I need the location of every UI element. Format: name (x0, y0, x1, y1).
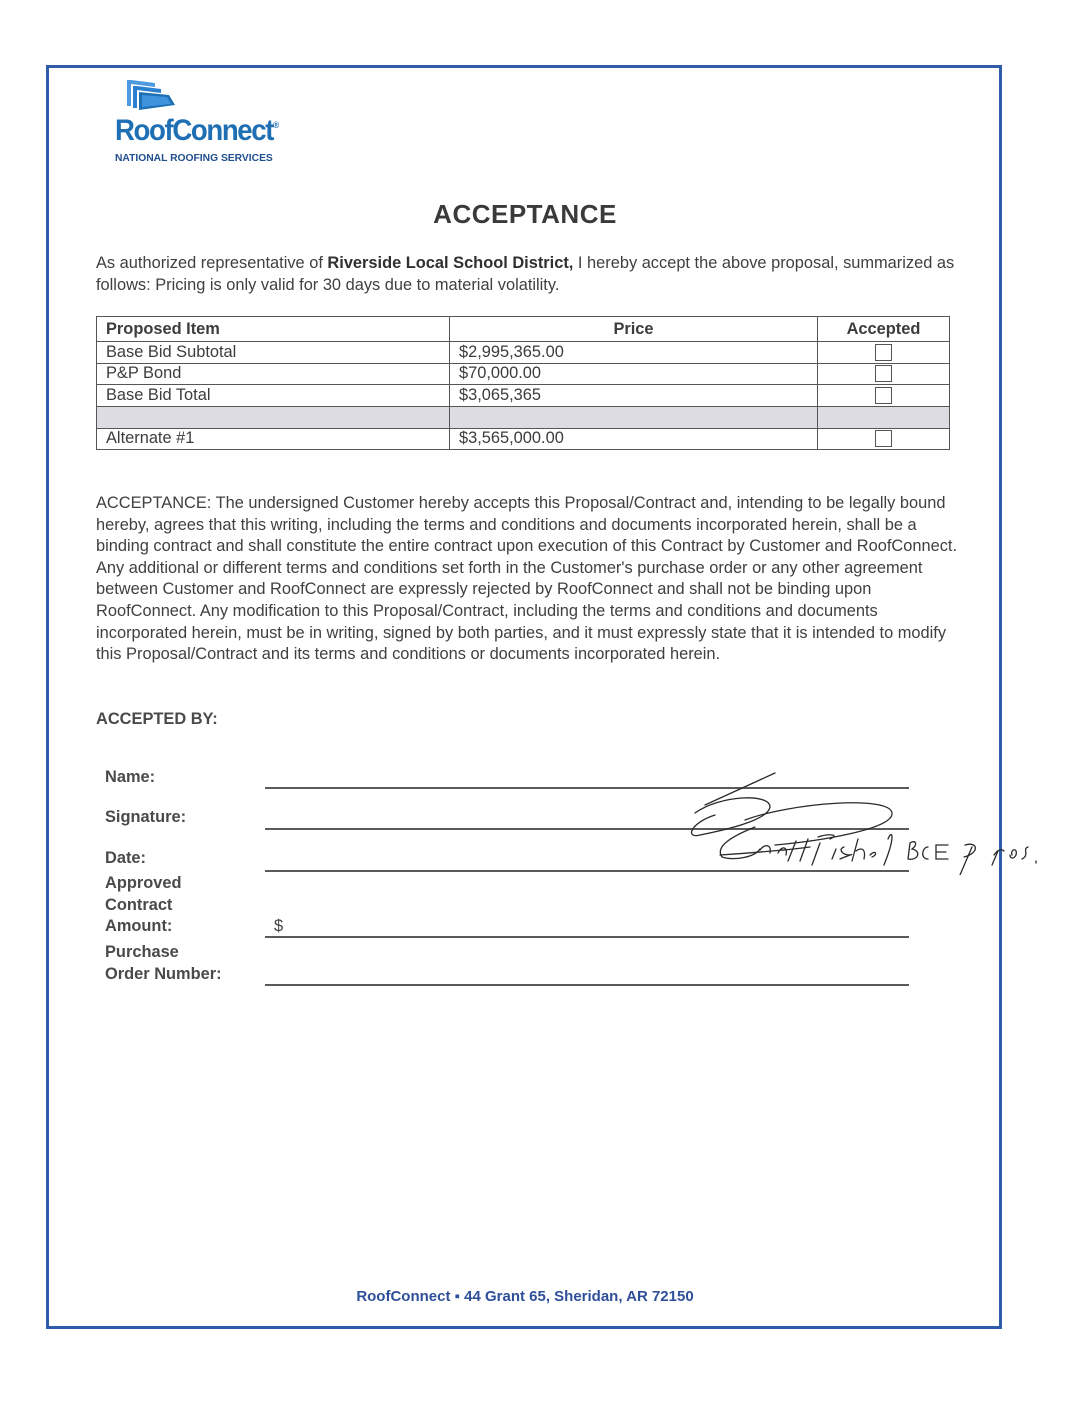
footer-address: RoofConnect ▪ 44 Grant 65, Sheridan, AR 72150 (356, 1288, 694, 1305)
item-cell: Alternate #1 (97, 428, 450, 450)
intro-suffix: I hereby accept the above proposal, summarized as follows: Pricing is only valid for 30 days due to material volatility. (96, 254, 955, 294)
company-logo (113, 78, 303, 173)
table-row (97, 385, 950, 407)
accepted-by-heading: ACCEPTED BY: (96, 710, 218, 728)
accepted-cell (818, 342, 950, 364)
roof-layers-icon (125, 78, 177, 112)
table-row (97, 428, 950, 450)
item-cell: P&P Bond (97, 363, 450, 385)
handwritten-signature (660, 765, 1060, 875)
accepted-cell (818, 428, 950, 450)
intro-prefix: As authorized representative of (96, 254, 328, 272)
brand-wordmark: RoofConnect® (115, 114, 280, 147)
page-title: ACCEPTANCE (433, 199, 617, 229)
spacer-cell (450, 406, 818, 428)
price-cell: $3,065,365 (450, 385, 818, 407)
accept-checkbox[interactable] (875, 387, 892, 404)
table-row (97, 342, 950, 364)
po-number-field[interactable] (265, 984, 909, 986)
accepted-cell (818, 385, 950, 407)
header-proposed-item: Proposed Item (97, 317, 450, 342)
client-name: Riverside Local School District, (327, 254, 574, 272)
amount-field[interactable] (265, 936, 909, 938)
table-row (97, 363, 950, 385)
table-header-row (97, 317, 950, 342)
spacer-cell (97, 406, 450, 428)
spacer-row (97, 406, 950, 428)
item-cell: Base Bid Total (97, 385, 450, 407)
amount-label (105, 873, 182, 938)
price-cell: $2,995,365.00 (450, 342, 818, 364)
accept-checkbox[interactable] (875, 430, 892, 447)
accept-checkbox[interactable] (875, 365, 892, 382)
proposal-table (96, 316, 950, 450)
price-cell: $70,000.00 (450, 363, 818, 385)
date-label: Date: (105, 849, 146, 867)
po-label-line: Order Number: (105, 964, 222, 983)
accept-checkbox[interactable] (875, 344, 892, 361)
amount-label-line: Amount: (105, 917, 173, 935)
item-cell: Base Bid Subtotal (97, 342, 450, 364)
accepted-cell (818, 363, 950, 385)
terms-paragraph: ACCEPTANCE: The undersigned Customer hereby accepts this Proposal/Contract and, intending to be legally bound hereby, agrees that this writing, including the terms and conditions and documents incorporated herein, shall be a binding contract and shall constitute the entire contract upon execution of this Contract by Customer and RoofConnect. Any additional or different terms and conditions set forth in the Customer's purchase order or any other agreement between Customer and RoofConnect are expressly rejected by RoofConnect and shall not be binding upon RoofConnect. Any modification to this Proposal/Contract, including the terms and conditions and documents incorporated herein, must be in writing, signed by both parties, and it must expressly state that it is intended to modify this Proposal/Contract and its terms and conditions or documents incorporated herein. (96, 494, 958, 664)
header-accepted: Accepted (818, 317, 950, 342)
signature-label: Signature: (105, 808, 187, 826)
po-label-line: Purchase (105, 943, 179, 961)
amount-label-line: Approved (105, 874, 182, 892)
amount-label-line: Contract (105, 895, 173, 914)
po-number-label (105, 942, 222, 985)
price-cell: $3,565,000.00 (450, 428, 818, 450)
header-price: Price (450, 317, 818, 342)
brand-tagline: NATIONAL ROOFING SERVICES (115, 152, 273, 164)
spacer-cell (818, 406, 950, 428)
name-label: Name: (105, 768, 156, 786)
intro-paragraph (96, 253, 956, 296)
dollar-sign: $ (274, 917, 284, 935)
